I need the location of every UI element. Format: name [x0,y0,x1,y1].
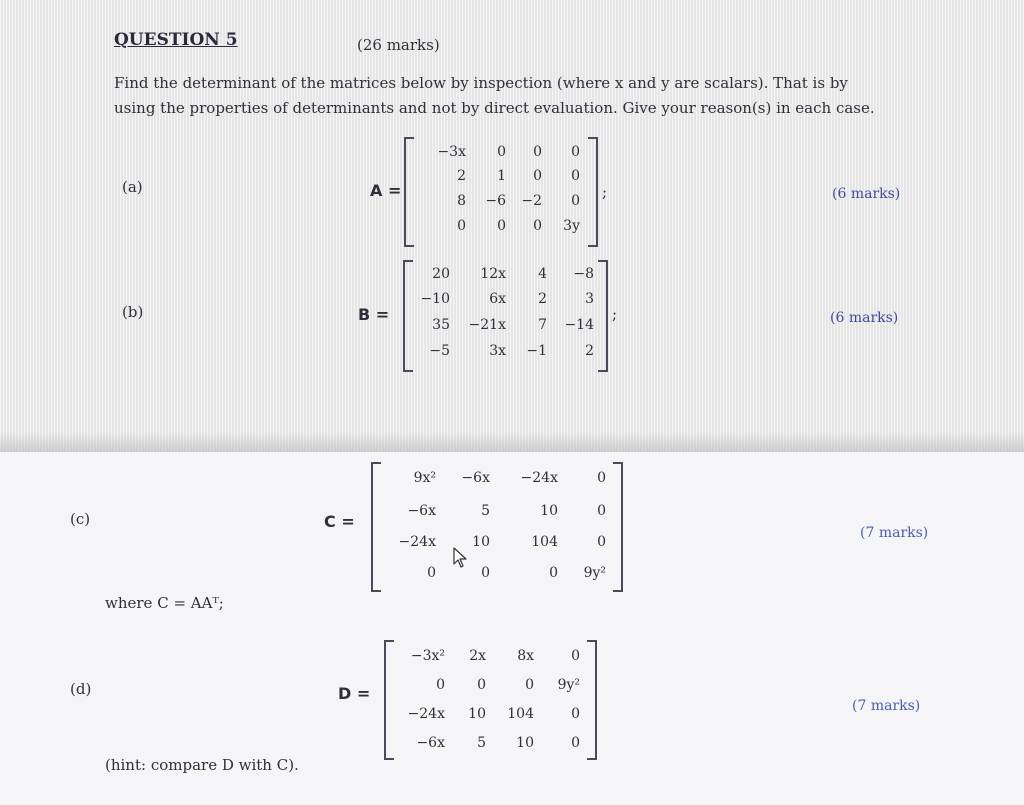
matrix-c-cell: 0 [427,565,436,581]
matrix-b-cell: 7 [538,317,547,333]
matrix-b-semicolon: ; [612,305,618,323]
matrix-a-cell: −2 [521,193,542,209]
matrix-d-cell: 5 [477,735,486,751]
matrix-d-cell: 10 [468,706,486,722]
matrix-a-cell: 0 [497,144,506,160]
matrix-d-cell: 0 [571,735,580,751]
question-title: QUESTION 5 [114,30,238,50]
matrix-a-cell: 0 [571,193,580,209]
mouse-pointer-icon [452,547,468,573]
matrix-a-cell: 0 [457,218,466,234]
matrix-b-cell: 2 [538,291,547,307]
matrix-d-cell: 0 [571,648,580,664]
matrix-b-cell: −10 [420,291,450,307]
matrix-a-cell: −3x [437,144,466,160]
matrix-d-right-bracket [587,640,597,760]
matrix-b-cell: −5 [429,343,450,359]
matrix-b-cell: 3 [585,291,594,307]
part-a-marks: (6 marks) [832,186,901,202]
matrix-d-cell: 2x [469,648,486,664]
matrix-b-right-bracket [598,260,608,372]
matrix-b-cell: 35 [432,317,450,333]
matrix-b-cell: 4 [538,266,547,282]
matrix-c-cell: 0 [481,565,490,581]
part-c-label: (c) [70,510,91,528]
question-marks: (26 marks) [357,36,440,54]
matrix-a-cell: 0 [497,218,506,234]
matrix-d-cell: −3x² [410,648,445,664]
matrix-c-right-bracket [613,462,623,592]
matrix-a-cell: 0 [533,144,542,160]
instruction-line-1: Find the determinant of the matrices below by inspection (where x and y are scalars). That is by [114,74,848,92]
matrix-a-cell: 3y [563,218,580,234]
matrix-c-cell: 0 [597,503,606,519]
part-c-marks: (7 marks) [860,525,929,541]
matrix-c-cell: −24x [520,470,558,486]
matrix-c-cell: 0 [549,565,558,581]
matrix-d-cell: 9y² [557,677,580,693]
matrix-b-name: B = [358,305,390,324]
photo-seam [0,432,1024,452]
matrix-a-cell: 1 [497,168,506,184]
matrix-d-cell: 0 [436,677,445,693]
matrix-a-cell: 0 [533,168,542,184]
matrix-c-cell: 0 [597,470,606,486]
matrix-c-cell: 10 [472,534,490,550]
matrix-b-cell: −1 [526,343,547,359]
matrix-a-name: A = [370,181,402,200]
matrix-c-cell: 9y² [583,565,606,581]
matrix-b-cell: −14 [564,317,594,333]
matrix-a-cell: 0 [571,168,580,184]
part-b-label: (b) [122,303,144,321]
matrix-a-semicolon: ; [602,183,608,201]
part-b-marks: (6 marks) [830,310,899,326]
part-c-note: where C = AAᵀ; [105,594,224,612]
instruction-line-2: using the properties of determinants and not by direct evaluation. Give your reason(s) in each case. [114,99,875,117]
matrix-a-cell: 0 [533,218,542,234]
matrix-c-cell: 10 [540,503,558,519]
matrix-b-cell: −8 [573,266,594,282]
matrix-b-cell: 6x [489,291,506,307]
part-d-label: (d) [70,680,92,698]
matrix-c-cell: 0 [597,534,606,550]
matrix-a-right-bracket [588,137,598,247]
matrix-c-cell: −24x [398,534,436,550]
matrix-b-cell: −21x [468,317,506,333]
matrix-d-cell: 8x [517,648,534,664]
matrix-c-cell: −6x [461,470,490,486]
matrix-c-cell: 104 [531,534,558,550]
matrix-d-cell: 0 [477,677,486,693]
matrix-b-cell: 2 [585,343,594,359]
matrix-d-cell: −24x [407,706,445,722]
matrix-d-cell: 104 [507,706,534,722]
matrix-d-name: D = [338,684,371,703]
matrix-c-cell: 9x² [413,470,436,486]
matrix-b-cell: 20 [432,266,450,282]
matrix-c-cell: 5 [481,503,490,519]
matrix-d-cell: 0 [525,677,534,693]
matrix-c-name: C = [324,512,355,531]
matrix-a-cell: −6 [485,193,506,209]
matrix-c-cell: −6x [407,503,436,519]
matrix-d-cell: 10 [516,735,534,751]
matrix-b-cell: 12x [480,266,506,282]
matrix-d-cell: 0 [571,706,580,722]
matrix-a-cell: 2 [457,168,466,184]
matrix-a-cell: 0 [571,144,580,160]
part-d-note: (hint: compare D with C). [105,756,299,774]
part-a-label: (a) [122,178,143,196]
matrix-b-cell: 3x [489,343,506,359]
part-d-marks: (7 marks) [852,698,921,714]
matrix-d-cell: −6x [416,735,445,751]
matrix-a-cell: 8 [457,193,466,209]
